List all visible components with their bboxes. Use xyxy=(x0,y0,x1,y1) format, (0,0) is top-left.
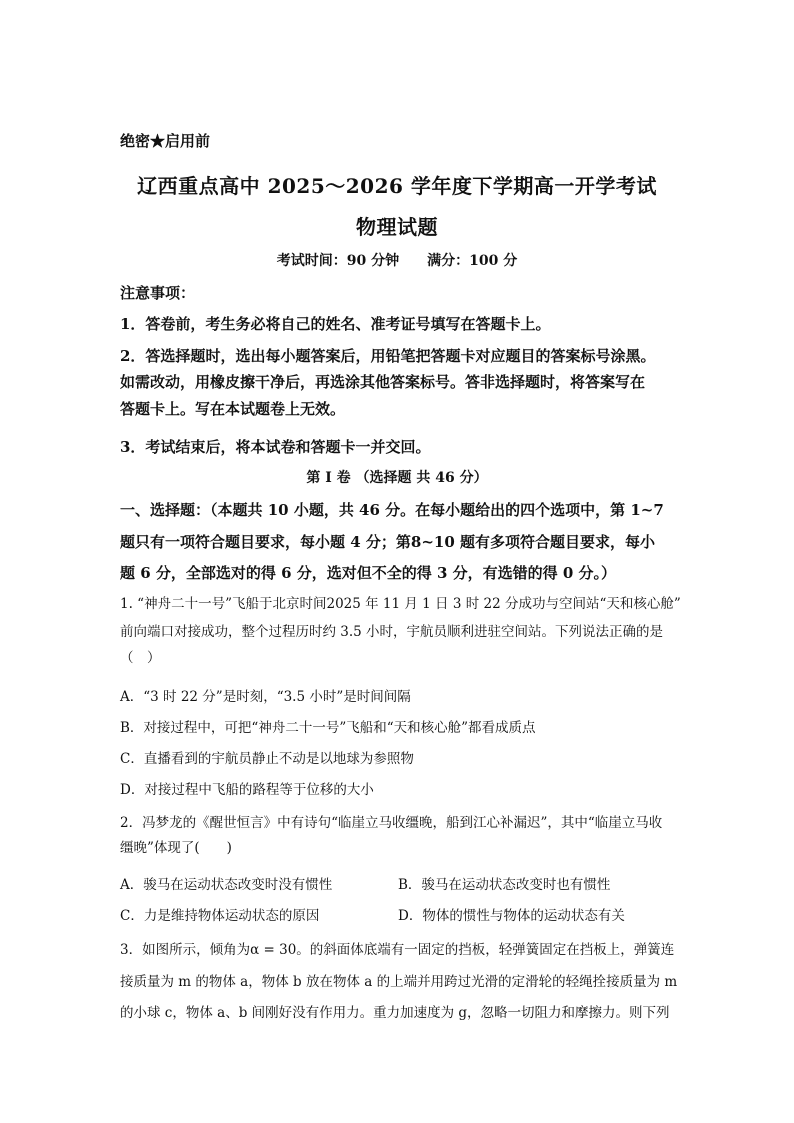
part1-heading: 第 I 卷 （选择题 共 46 分） xyxy=(306,470,488,486)
note-2-line-2: 如需改动，用橡皮擦干净后，再选涂其他答案标号。答非选择题时，将答案写在 xyxy=(120,373,646,391)
q2-option-c: C．力是维持物体运动状态的原因 xyxy=(120,908,320,924)
q1-stem-line-3: （ ） xyxy=(120,650,161,666)
q2-option-d: D．物体的惯性与物体的运动状态有关 xyxy=(398,908,625,924)
q1-option-c: C．直播看到的宇航员静止不动是以地球为参照物 xyxy=(120,751,414,767)
q1-stem-line-2: 前向端口对接成功，整个过程历时约 3.5 小时，宇航员顺利进驻空间站。下列说法正确的是 xyxy=(120,624,664,640)
note-2-line-3: 答题卡上。写在本试题卷上无效。 xyxy=(120,400,346,418)
q2-stem-line-1: 2．冯梦龙的《醒世恒言》中有诗句“临崖立马收缰晚，船到江心补漏迟”，其中“临崖立马收 xyxy=(120,815,663,831)
subject-title: 物理试题 xyxy=(356,215,438,239)
exam-title: 辽西重点高中 2025～2026 学年度下学期高一开学考试 xyxy=(137,174,657,198)
secret-label: 绝密★启用前 xyxy=(120,132,211,150)
q3-stem-line-2: 接质量为 m 的物体 a，物体 b 放在物体 a 的上端并用跨过光滑的定滑轮的轻绳拴接质量为 m xyxy=(120,974,678,990)
q1-option-d: D．对接过程中飞船的路程等于位移的大小 xyxy=(120,782,374,798)
note-3: 3．考试结束后，将本试卷和答题卡一并交回。 xyxy=(120,438,431,456)
q2-option-b: B．骏马在运动状态改变时也有惯性 xyxy=(398,877,611,893)
note-2-line-1: 2．答选择题时，选出每小题答案后，用铅笔把答题卡对应题目的答案标号涂黑。 xyxy=(120,347,656,365)
q1-option-a: A．“3 时 22 分”是时刻，“3.5 小时”是时间间隔 xyxy=(120,689,411,705)
note-1: 1．答卷前，考生务必将自己的姓名、准考证号填写在答题卡上。 xyxy=(120,315,551,333)
q3-stem-line-3: 的小球 c，物体 a、b 间刚好没有作用力。重力加速度为 g，忽略一切阻力和摩擦力。则下列 xyxy=(120,1005,670,1021)
part1-intro-line-1: 一、选择题：（本题共 10 小题，共 46 分。在每小题给出的四个选项中，第 1~7 xyxy=(120,501,664,519)
exam-info: 考试时间：90 分钟 满分：100 分 xyxy=(276,253,518,269)
part1-intro-line-3: 题 6 分，全部选对的得 6 分，选对但不全的得 3 分，有选错的得 0 分。） xyxy=(120,564,617,582)
q3-stem-line-1: 3．如图所示，倾角为α = 30。的斜面体底端有一固定的挡板，轻弹簧固定在挡板上，弹簧连 xyxy=(120,942,675,958)
part1-intro-line-2: 题只有一项符合题目要求，每小题 4 分；第8~10 题有多项符合题目要求，每小 xyxy=(120,533,655,551)
q2-option-a: A．骏马在运动状态改变时没有惯性 xyxy=(120,877,333,893)
q1-stem-line-1: 1. “神舟二十一号”飞船于北京时间2025 年 11 月 1 日 3 时 22 分成功与空间站“天和核心舱” xyxy=(120,596,681,612)
q2-stem-line-2: 缰晚”体现了( ) xyxy=(120,840,232,856)
notes-heading: 注意事项： xyxy=(120,284,196,302)
q1-option-b: B．对接过程中，可把“神舟二十一号”飞船和“天和核心舱”都看成质点 xyxy=(120,720,536,736)
